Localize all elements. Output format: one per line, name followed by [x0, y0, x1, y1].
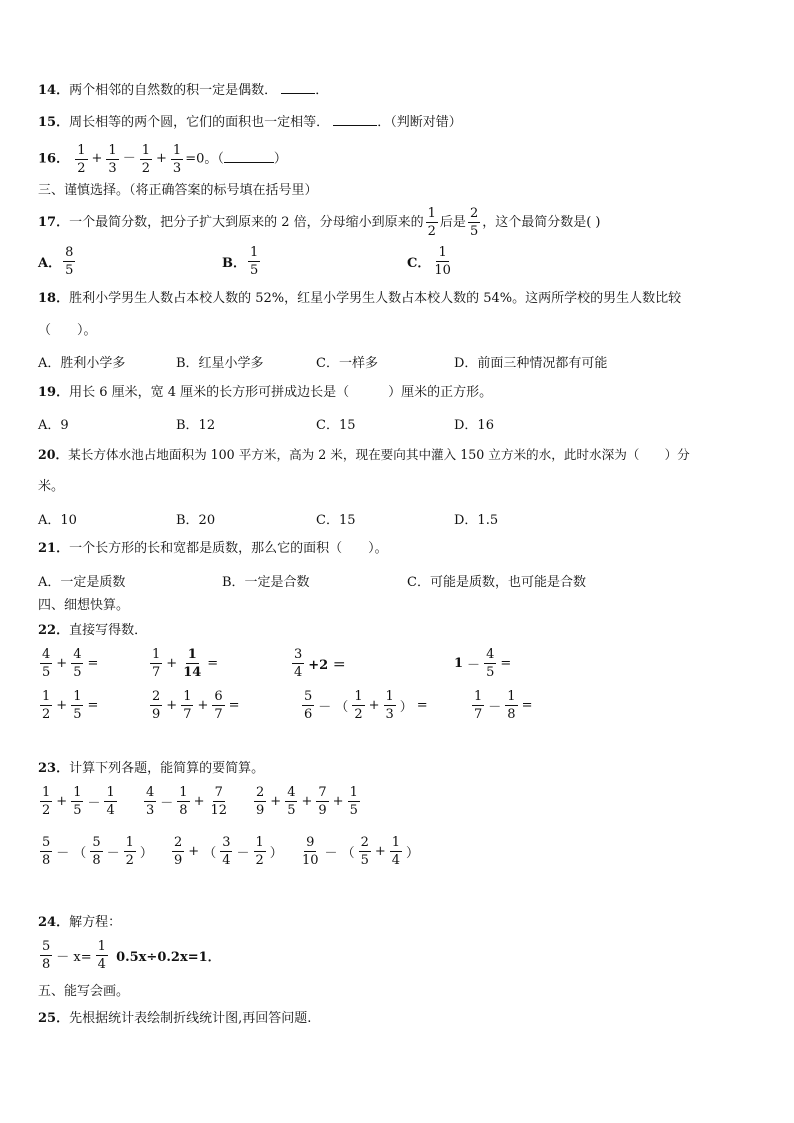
- operator: －: [318, 700, 332, 715]
- denominator: 5: [65, 263, 74, 278]
- equations-24: [38, 940, 223, 971]
- question-23: [38, 760, 264, 778]
- fraction: [71, 786, 83, 817]
- expr-22-5: [38, 690, 100, 721]
- operator: －: [160, 796, 174, 811]
- option-d[interactable]: D．前面三种情况都有可能: [454, 356, 608, 371]
- numerator: 1: [354, 689, 363, 704]
- fraction: [40, 836, 52, 867]
- question-text: 一个长方形的长和宽都是质数，那么它的面积（ ）。: [69, 541, 388, 556]
- operator: ）: [139, 846, 153, 861]
- question-tail: ．: [315, 83, 329, 98]
- denominator: 8: [42, 957, 51, 972]
- operator: －: [87, 796, 101, 811]
- option-label: B．: [222, 256, 246, 271]
- denominator: 2: [125, 853, 134, 868]
- numerator: 1: [73, 689, 82, 704]
- numerator: 7: [318, 785, 327, 800]
- denominator: 5: [250, 263, 259, 278]
- option-b[interactable]: B．12: [176, 418, 216, 433]
- question-tail: ．（判断对错）: [377, 115, 462, 130]
- fraction: [40, 648, 52, 679]
- operator: =: [416, 698, 428, 713]
- operator: +: [188, 844, 200, 859]
- numerator: 1: [172, 142, 182, 158]
- numerator: 5: [92, 835, 101, 850]
- expr-22-7: [300, 690, 430, 721]
- denominator: 4: [294, 665, 303, 680]
- operator: 1: [454, 656, 464, 671]
- numerator: 1: [183, 689, 192, 704]
- fraction: [150, 690, 162, 721]
- question-text: 一个最简分数，把分子扩大到原来的 2 倍，分母缩小到原来的: [69, 215, 424, 230]
- denominator: 2: [255, 853, 264, 868]
- option-label: C．: [407, 256, 431, 271]
- expr-22-2: [148, 648, 220, 679]
- numerator: 2: [469, 206, 479, 221]
- expr-23-1: [38, 786, 119, 817]
- operator: =: [87, 656, 99, 671]
- numerator: 1: [141, 142, 150, 158]
- question-number: 22．: [38, 623, 70, 638]
- fraction: [254, 786, 266, 817]
- fraction: [316, 786, 328, 817]
- denominator: 7: [474, 707, 483, 722]
- question-18: [38, 290, 681, 308]
- denominator: 5: [486, 665, 495, 680]
- denominator: 14: [183, 665, 202, 680]
- close-paren: ）: [273, 151, 287, 167]
- denominator: 8: [42, 853, 51, 868]
- question-number: 19．: [38, 385, 70, 400]
- denominator: 5: [73, 803, 82, 818]
- numerator: 1: [108, 142, 117, 158]
- answer-blank[interactable]: [333, 125, 377, 126]
- numerator: 1: [391, 835, 401, 850]
- denominator: 12: [210, 803, 228, 818]
- option-b[interactable]: B．一定是合数: [222, 575, 310, 590]
- operator: （: [341, 846, 355, 861]
- denominator: 5: [73, 707, 82, 722]
- numerator: 7: [214, 785, 223, 800]
- denominator: 5: [360, 853, 369, 868]
- question-number: 23．: [38, 761, 70, 776]
- operator: （: [203, 846, 217, 861]
- expr-23-2: [142, 786, 231, 817]
- denominator: 7: [152, 665, 161, 680]
- question-22: [38, 622, 147, 640]
- numerator: 1: [385, 689, 394, 704]
- question-number: 24．: [38, 915, 70, 930]
- numerator: 1: [255, 835, 264, 850]
- question-number: 18．: [38, 291, 70, 306]
- operator: +: [56, 698, 68, 713]
- question-number: 15．: [38, 115, 70, 130]
- option-a[interactable]: A．9: [38, 418, 69, 433]
- denominator: 2: [77, 160, 86, 176]
- numerator: 4: [42, 647, 51, 662]
- operator: +: [56, 794, 68, 809]
- numerator: 1: [507, 689, 516, 704]
- option-b[interactable]: [222, 246, 262, 277]
- answer-blank[interactable]: [224, 162, 274, 163]
- fraction: [220, 836, 232, 867]
- denominator: 2: [141, 160, 150, 176]
- question-20-line2: 米。: [38, 479, 65, 494]
- operator: － x=: [56, 950, 92, 965]
- numerator: 3: [222, 835, 231, 850]
- denominator: 7: [183, 707, 192, 722]
- fraction: [300, 836, 321, 867]
- fraction: [90, 836, 102, 867]
- numerator: 1: [349, 785, 358, 800]
- fraction: [390, 836, 402, 867]
- denominator: 8: [507, 707, 516, 722]
- question-number: 14．: [38, 83, 70, 98]
- denominator: 3: [172, 160, 182, 176]
- numerator: 1: [179, 785, 188, 800]
- expr-22-4: [452, 648, 513, 679]
- question-text: 两个相邻的自然数的积一定是偶数．: [69, 83, 278, 98]
- denominator: 8: [179, 803, 188, 818]
- operator: （: [335, 700, 349, 715]
- operator: ）: [406, 846, 420, 861]
- numerator: 1: [152, 647, 161, 662]
- question-text: 解方程：: [69, 915, 122, 930]
- question-21: [38, 540, 388, 558]
- fraction: [140, 144, 152, 175]
- option-a[interactable]: A．一定是质数: [38, 575, 126, 590]
- option-label: A．: [38, 256, 62, 271]
- question-text: 用长 6 厘米，宽 4 厘米的长方形可拼成边长是（ ）厘米的正方形。: [69, 385, 493, 400]
- section-4-heading: 四、细想快算。: [38, 598, 130, 613]
- fraction: [177, 786, 189, 817]
- fraction: [104, 786, 116, 817]
- operator: －: [236, 846, 250, 861]
- question-text: 胜利小学男生人数占本校人数的 52%，红星小学男生人数占本校人数的 54%。这两所学校的男生人数比较: [69, 291, 682, 306]
- numerator: 1: [106, 785, 115, 800]
- operator: =: [87, 698, 99, 713]
- operator: +: [56, 656, 68, 671]
- numerator: 2: [256, 785, 265, 800]
- operator: +: [197, 698, 209, 713]
- fraction: [96, 940, 108, 971]
- question-text: 计算下列各题，能简算的要简算。: [69, 761, 265, 776]
- fraction: [181, 648, 203, 679]
- denominator: 9: [174, 853, 183, 868]
- numerator: 8: [65, 245, 74, 260]
- operator: =: [500, 656, 512, 671]
- fraction: [171, 144, 183, 175]
- section-5-heading: 五、能写会画。: [38, 984, 130, 999]
- fraction: [302, 690, 314, 721]
- operator: +: [368, 698, 380, 713]
- question-text: 后是: [439, 215, 466, 230]
- option-c[interactable]: C．15: [316, 418, 356, 433]
- fraction: [144, 786, 156, 817]
- denominator: 5: [42, 665, 51, 680]
- question-text: 周长相等的两个圆，它们的面积也一定相等．: [69, 115, 330, 130]
- fraction: [426, 207, 438, 238]
- fraction: [254, 836, 266, 867]
- question-15: [38, 114, 462, 132]
- answer-blank[interactable]: [281, 93, 315, 94]
- operator: 0.5x÷0.2x=1．: [116, 950, 221, 965]
- denominator: 4: [391, 853, 401, 868]
- fraction: [212, 690, 224, 721]
- numerator: 1: [474, 689, 483, 704]
- numerator: 2: [360, 835, 369, 850]
- denominator: 5: [287, 803, 296, 818]
- option-d[interactable]: D．1.5: [454, 513, 499, 528]
- operator: －: [467, 658, 481, 673]
- fraction: [172, 836, 184, 867]
- denominator: 9: [152, 707, 161, 722]
- fraction: [468, 207, 480, 238]
- numerator: 2: [152, 689, 161, 704]
- operator: －: [56, 846, 70, 861]
- numerator: 4: [73, 647, 82, 662]
- denominator: 3: [385, 707, 394, 722]
- numerator: 4: [486, 647, 495, 662]
- numerator: 5: [304, 689, 313, 704]
- operator: －: [324, 846, 338, 861]
- question-text: 直接写得数．: [69, 623, 148, 638]
- denominator: 3: [108, 160, 117, 176]
- option-b[interactable]: B．红星小学多: [176, 356, 264, 371]
- fraction: [150, 648, 162, 679]
- denominator: 7: [214, 707, 223, 722]
- fraction: [75, 144, 87, 175]
- expr-22-8: [470, 690, 534, 721]
- question-20: [38, 446, 690, 464]
- question-18-line2: （ ）。: [38, 323, 97, 338]
- option-d[interactable]: D．16: [454, 418, 494, 433]
- option-a[interactable]: A．胜利小学多: [38, 356, 126, 371]
- question-17: [38, 205, 601, 241]
- section-3-heading: 三、谨慎选择。（将正确答案的标号填在括号里）: [38, 183, 318, 198]
- option-c[interactable]: C．15: [316, 513, 356, 528]
- numerator: 1: [187, 647, 197, 662]
- numerator: 1: [42, 785, 51, 800]
- numerator: 1: [77, 142, 86, 158]
- operator: +: [156, 151, 167, 166]
- expr-23-5: [170, 836, 285, 867]
- denominator: 4: [222, 853, 231, 868]
- denominator: 5: [469, 224, 479, 239]
- operator: （: [73, 846, 87, 861]
- numerator: 1: [438, 245, 447, 260]
- fraction: [248, 246, 260, 277]
- operator: +2 ＝: [308, 658, 346, 673]
- fraction: [40, 786, 52, 817]
- fraction: [359, 836, 371, 867]
- denominator: 2: [354, 707, 363, 722]
- operator: ）: [399, 700, 413, 715]
- question-text: 先根据统计表绘制折线统计图,再回答问题.: [69, 1011, 312, 1026]
- numerator: 5: [42, 835, 51, 850]
- expr-23-4: [38, 836, 155, 867]
- question-text: 某长方体水池占地面积为 100 平方米，高为 2 米，现在要向其中灌入 150 立方米的水，此时水深为（ ）分: [68, 447, 690, 462]
- operator: －: [488, 700, 502, 715]
- fraction: [63, 246, 75, 277]
- fraction: [40, 690, 52, 721]
- denominator: 5: [73, 665, 82, 680]
- numerator: 2: [174, 835, 183, 850]
- question-number: 21．: [38, 541, 70, 556]
- numerator: 4: [287, 785, 296, 800]
- option-c[interactable]: C．一样多: [316, 356, 378, 371]
- expr-23-3: [252, 786, 362, 817]
- question-24: [38, 914, 121, 932]
- fraction: [106, 144, 118, 175]
- expr-22-6: [148, 690, 242, 721]
- fraction: [285, 786, 297, 817]
- denominator: 10: [302, 853, 319, 868]
- denominator: 9: [256, 803, 265, 818]
- fraction: [505, 690, 517, 721]
- question-14: [38, 82, 328, 100]
- option-b[interactable]: B．20: [176, 513, 216, 528]
- denominator: 4: [97, 957, 106, 972]
- option-c[interactable]: [407, 246, 455, 277]
- denominator: 6: [304, 707, 313, 722]
- question-19: [38, 384, 492, 402]
- fraction: [484, 648, 496, 679]
- question-number: 17．: [38, 215, 70, 230]
- question-number: 16．: [38, 151, 70, 167]
- question-number: 25．: [38, 1011, 70, 1026]
- denominator: 8: [92, 853, 101, 868]
- denominator: 2: [42, 707, 51, 722]
- question-25: [38, 1010, 311, 1028]
- numerator: 1: [42, 689, 51, 704]
- operator: =: [521, 698, 533, 713]
- expr-22-3: [290, 648, 348, 679]
- question-number: 20．: [38, 447, 69, 462]
- denominator: 3: [146, 803, 155, 818]
- option-a[interactable]: [38, 246, 77, 277]
- fraction: [181, 690, 193, 721]
- denominator: 10: [434, 263, 451, 278]
- option-c[interactable]: C．可能是质数，也可能是合数: [407, 575, 586, 590]
- fraction: [124, 836, 136, 867]
- numerator: 1: [250, 245, 259, 260]
- fraction: [432, 246, 453, 277]
- fraction: [71, 690, 83, 721]
- denominator: 4: [106, 803, 115, 818]
- option-a[interactable]: A．10: [38, 513, 77, 528]
- question-text: ，这个最简分数是( ): [482, 215, 601, 230]
- fraction: [292, 648, 304, 679]
- numerator: 3: [294, 647, 303, 662]
- operator: =: [207, 656, 219, 671]
- operator: =: [228, 698, 240, 713]
- numerator: 4: [146, 785, 155, 800]
- numerator: 5: [42, 939, 51, 954]
- result-text: =0。（: [185, 151, 224, 167]
- fraction: [71, 648, 83, 679]
- numerator: 9: [306, 835, 315, 850]
- denominator: 2: [42, 803, 51, 818]
- operator: ）: [269, 846, 283, 861]
- fraction: [348, 786, 360, 817]
- operator: +: [332, 794, 344, 809]
- numerator: 6: [214, 689, 223, 704]
- operator: －: [122, 151, 136, 166]
- expr-22-1: [38, 648, 100, 679]
- fraction: [40, 940, 52, 971]
- numerator: 1: [125, 835, 134, 850]
- operator: +: [166, 656, 178, 671]
- operator: +: [193, 794, 205, 809]
- operator: +: [91, 151, 103, 166]
- denominator: 5: [349, 803, 358, 818]
- numerator: 1: [427, 206, 436, 221]
- fraction: [352, 690, 364, 721]
- fraction: [208, 786, 229, 817]
- operator: +: [374, 844, 386, 859]
- operator: +: [270, 794, 282, 809]
- numerator: 1: [73, 785, 82, 800]
- operator: +: [301, 794, 313, 809]
- fraction: [384, 690, 396, 721]
- numerator: 1: [97, 939, 106, 954]
- operator: +: [166, 698, 178, 713]
- denominator: 9: [318, 803, 327, 818]
- expr-23-6: [298, 836, 421, 867]
- operator: －: [106, 846, 120, 861]
- denominator: 2: [427, 224, 436, 239]
- fraction: [472, 690, 484, 721]
- question-16: [38, 140, 287, 179]
